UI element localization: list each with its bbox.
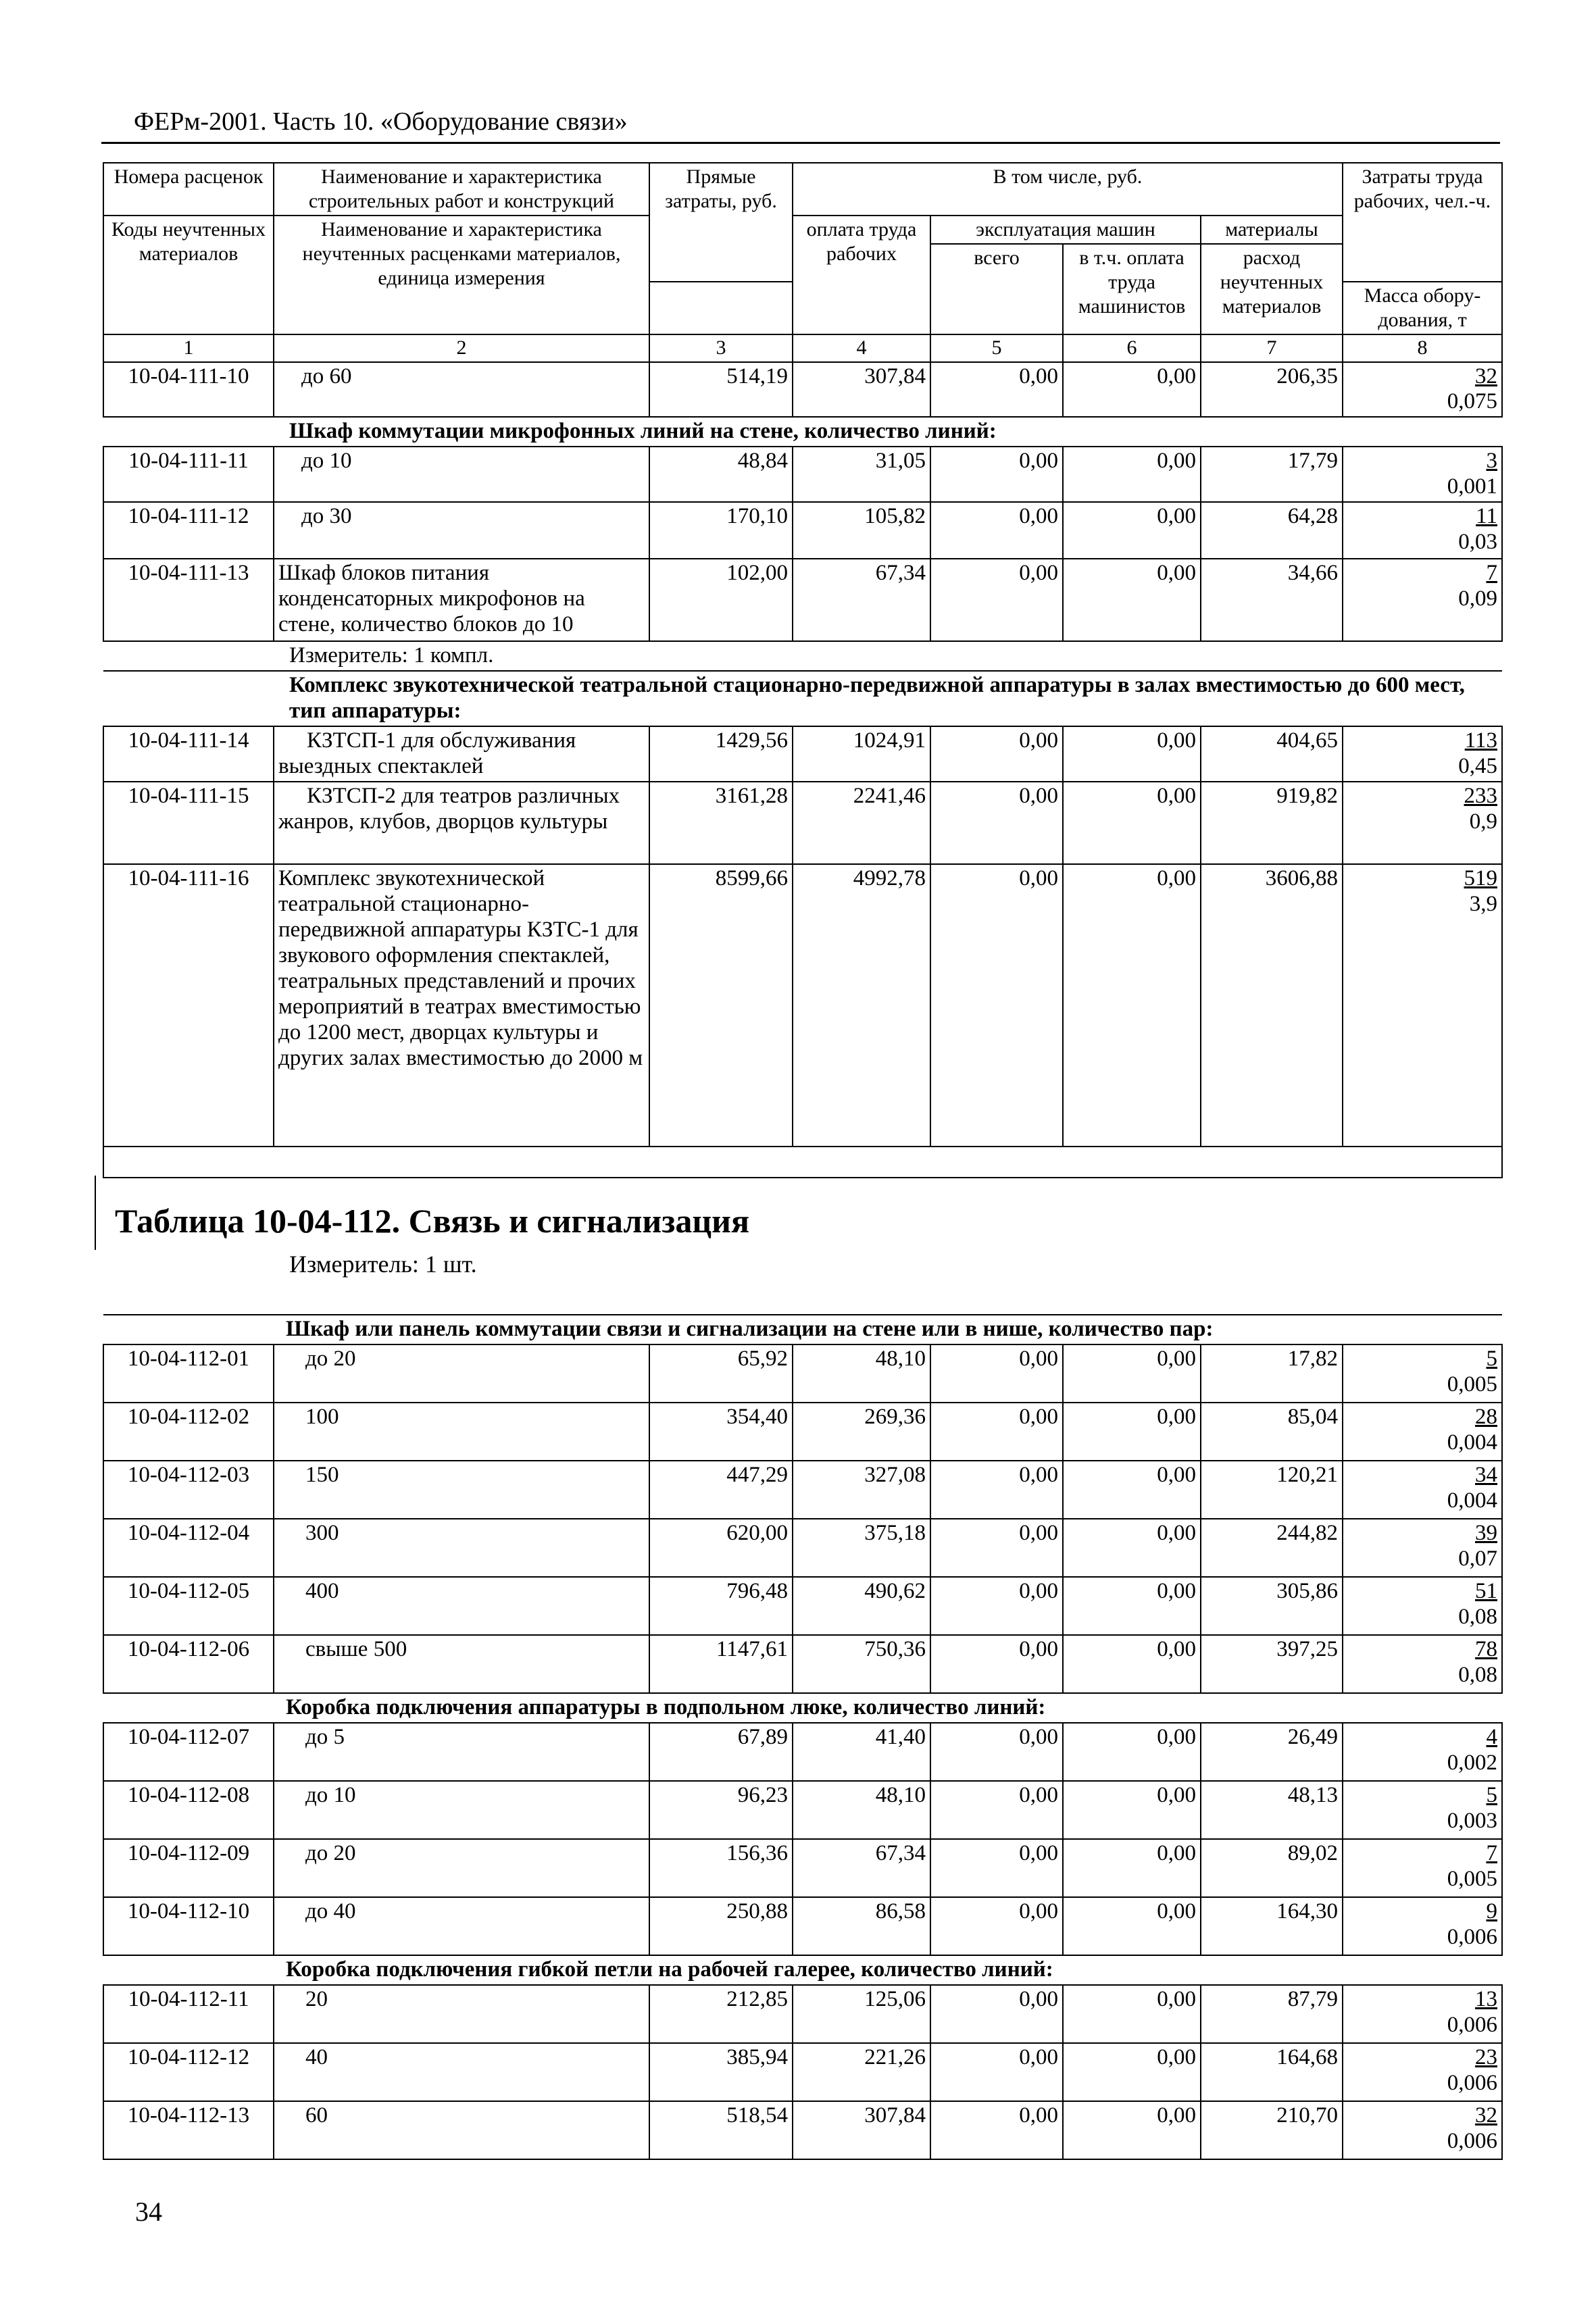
rate-code: 10-04-112-04 (103, 1519, 274, 1577)
equipment-mass: 0,9 (1469, 809, 1497, 834)
materials-cost: 305,86 (1201, 1577, 1343, 1635)
equipment-mass: 0,45 (1458, 754, 1497, 779)
direct-costs: 48,84 (649, 447, 793, 502)
labor-hours: 5 (1486, 1346, 1497, 1371)
rate-code: 10-04-111-14 (103, 726, 274, 782)
worker-pay: 105,82 (793, 502, 930, 559)
machinist-pay: 0,00 (1063, 362, 1201, 418)
col-header-rate-number: Номера расценок (103, 163, 274, 216)
labor-hours: 23 (1475, 2044, 1497, 2069)
section-title: Комплекс звукотехнической театральной стационарно-передвижной аппаратуры в залах вместимостью до 600 мест, тип аппаратуры: (103, 671, 1502, 726)
machinist-pay: 0,00 (1063, 502, 1201, 559)
col-header-material-codes: Коды неучтенных материалов (103, 216, 274, 334)
col-header-unaccounted-materials: расход неучтенных материалов (1201, 244, 1343, 334)
rates-table-10-04-112 (103, 1314, 1503, 2160)
col-header-including: В том числе, руб. (793, 163, 1343, 216)
direct-costs: 447,29 (649, 1461, 793, 1519)
materials-cost: 206,35 (1201, 362, 1343, 418)
table-row (103, 1519, 1502, 1577)
table-row (103, 1723, 1502, 1781)
materials-cost: 26,49 (1201, 1723, 1343, 1781)
equipment-mass: 0,006 (1447, 2012, 1497, 2037)
machines-total: 0,00 (930, 2043, 1063, 2101)
col-header-direct-costs-cont (649, 282, 793, 334)
direct-costs: 354,40 (649, 1403, 793, 1461)
table-row (103, 1577, 1502, 1635)
labor-hours: 32 (1475, 363, 1497, 388)
work-name: 150 (274, 1461, 649, 1519)
margin-line (95, 1176, 96, 1250)
rates-table-10-04-111 (103, 162, 1503, 1178)
labor-hours: 9 (1486, 1898, 1497, 1923)
materials-cost: 48,13 (1201, 1781, 1343, 1839)
worker-pay: 307,84 (793, 362, 930, 418)
direct-costs: 8599,66 (649, 864, 793, 1147)
page-header: ФЕРм-2001. Часть 10. «Оборудование связи» (134, 107, 628, 136)
materials-cost: 210,70 (1201, 2101, 1343, 2159)
labor-hours: 34 (1475, 1462, 1497, 1487)
labor-hours: 233 (1464, 784, 1497, 809)
rate-code: 10-04-112-09 (103, 1839, 274, 1897)
worker-pay: 48,10 (793, 1781, 930, 1839)
work-name: до 40 (274, 1897, 649, 1955)
direct-costs: 1147,61 (649, 1635, 793, 1693)
work-name: до 30 (274, 502, 649, 559)
rate-code: 10-04-111-16 (103, 864, 274, 1147)
table-gap (103, 1147, 1502, 1178)
materials-cost: 87,79 (1201, 1985, 1343, 2043)
worker-pay: 1024,91 (793, 726, 930, 782)
direct-costs: 212,85 (649, 1985, 793, 2043)
table-row (103, 447, 1502, 502)
equipment-mass: 0,006 (1447, 2128, 1497, 2153)
direct-costs: 102,00 (649, 559, 793, 641)
col-header-materials: материалы (1201, 216, 1343, 244)
equipment-mass: 0,07 (1458, 1546, 1497, 1571)
equipment-mass: 0,03 (1458, 530, 1497, 555)
measure-unit: Измеритель: 1 компл. (103, 641, 1502, 671)
worker-pay: 41,40 (793, 1723, 930, 1781)
section-header-row (103, 1315, 1502, 1344)
rate-code: 10-04-112-10 (103, 1897, 274, 1955)
col-header-direct-costs: Прямые затраты, руб. (649, 163, 793, 282)
worker-pay: 4992,78 (793, 864, 930, 1147)
worker-pay: 307,84 (793, 2101, 930, 2159)
labor-hours: 28 (1475, 1404, 1497, 1429)
machines-total: 0,00 (930, 1781, 1063, 1839)
materials-cost: 404,65 (1201, 726, 1343, 782)
work-name: 40 (274, 2043, 649, 2101)
work-name: Комплекс звукотехнической театральной стационарно-передвижной аппаратуры КЗТС-1 для звукового оформления спектаклей, театральных представлений и прочих мероприятий в театрах вместимостью до 1200 мест, дворцах культуры и других залах вместимостью до 2000 м (274, 864, 649, 1147)
machinist-pay: 0,00 (1063, 1635, 1201, 1693)
materials-cost: 85,04 (1201, 1403, 1343, 1461)
machinist-pay: 0,00 (1063, 1897, 1201, 1955)
labor-hours: 39 (1475, 1520, 1497, 1545)
work-name: до 20 (274, 1839, 649, 1897)
section-title: Шкаф или панель коммутации связи и сигнализации на стене или в нише, количество пар: (103, 1315, 1502, 1344)
machinist-pay: 0,00 (1063, 1461, 1201, 1519)
machines-total: 0,00 (930, 559, 1063, 641)
materials-cost: 3606,88 (1201, 864, 1343, 1147)
machines-total: 0,00 (930, 1839, 1063, 1897)
worker-pay: 490,62 (793, 1577, 930, 1635)
machines-total: 0,00 (930, 864, 1063, 1147)
work-name: до 10 (274, 447, 649, 502)
col-header-worker-pay: оплата труда рабочих (793, 216, 930, 334)
machines-total: 0,00 (930, 447, 1063, 502)
work-name: до 5 (274, 1723, 649, 1781)
table-row (103, 782, 1502, 864)
rate-code: 10-04-111-15 (103, 782, 274, 864)
equipment-mass: 3,9 (1469, 892, 1497, 917)
work-name: 20 (274, 1985, 649, 2043)
machinist-pay: 0,00 (1063, 447, 1201, 502)
work-name: КЗТСП-1 для обслуживания выездных спектаклей (274, 726, 649, 782)
machines-total: 0,00 (930, 1723, 1063, 1781)
col-header-machinist-pay: в т.ч. оплата труда машинистов (1063, 244, 1201, 334)
machinist-pay: 0,00 (1063, 1344, 1201, 1403)
labor-hours: 51 (1475, 1578, 1497, 1603)
materials-cost: 397,25 (1201, 1635, 1343, 1693)
col-header-work-name: Наименование и характеристика строительных работ и конструкций (274, 163, 649, 216)
machinist-pay: 0,00 (1063, 1839, 1201, 1897)
rate-code: 10-04-112-06 (103, 1635, 274, 1693)
materials-cost: 164,68 (1201, 2043, 1343, 2101)
machinist-pay: 0,00 (1063, 782, 1201, 864)
direct-costs: 3161,28 (649, 782, 793, 864)
page-number: 34 (135, 2196, 162, 2227)
worker-pay: 67,34 (793, 559, 930, 641)
section-header-row (103, 671, 1502, 726)
table-row (103, 1635, 1502, 1693)
col-header-machines: эксплуатация машин (930, 216, 1201, 244)
direct-costs: 156,36 (649, 1839, 793, 1897)
machines-total: 0,00 (930, 1635, 1063, 1693)
machinist-pay: 0,00 (1063, 1985, 1201, 2043)
worker-pay: 327,08 (793, 1461, 930, 1519)
equipment-mass: 0,001 (1447, 474, 1497, 499)
work-name: 400 (274, 1577, 649, 1635)
direct-costs: 1429,56 (649, 726, 793, 782)
materials-cost: 17,79 (1201, 447, 1343, 502)
equipment-mass: 0,08 (1458, 1662, 1497, 1687)
machinist-pay: 0,00 (1063, 1781, 1201, 1839)
direct-costs: 65,92 (649, 1344, 793, 1403)
direct-costs: 518,54 (649, 2101, 793, 2159)
materials-cost: 120,21 (1201, 1461, 1343, 1519)
machinist-pay: 0,00 (1063, 1577, 1201, 1635)
section-title: Коробка подключения аппаратуры в подпольном люке, количество линий: (103, 1693, 1502, 1723)
table-row (103, 559, 1502, 641)
table-row (103, 726, 1502, 782)
direct-costs: 96,23 (649, 1781, 793, 1839)
table-row (103, 2043, 1502, 2101)
machines-total: 0,00 (930, 362, 1063, 418)
labor-hours: 519 (1464, 866, 1497, 891)
direct-costs: 796,48 (649, 1577, 793, 1635)
worker-pay: 67,34 (793, 1839, 930, 1897)
machines-total: 0,00 (930, 1897, 1063, 1955)
worker-pay: 48,10 (793, 1344, 930, 1403)
rate-code: 10-04-112-08 (103, 1781, 274, 1839)
machines-total: 0,00 (930, 1519, 1063, 1577)
rate-code: 10-04-112-01 (103, 1344, 274, 1403)
machinist-pay: 0,00 (1063, 2043, 1201, 2101)
labor-hours: 32 (1475, 2103, 1497, 2128)
materials-cost: 919,82 (1201, 782, 1343, 864)
labor-hours: 78 (1475, 1636, 1497, 1661)
table-title: Таблица 10-04-112. Связь и сигнализация (115, 1202, 749, 1240)
equipment-mass: 0,004 (1447, 1488, 1497, 1513)
table-row (103, 2101, 1502, 2159)
worker-pay: 750,36 (793, 1635, 930, 1693)
table-row (103, 1344, 1502, 1403)
machines-total: 0,00 (930, 2101, 1063, 2159)
rate-code: 10-04-112-11 (103, 1985, 274, 2043)
section-header-row (103, 1955, 1502, 1985)
machinist-pay: 0,00 (1063, 559, 1201, 641)
machines-total: 0,00 (930, 1461, 1063, 1519)
work-name: свыше 500 (274, 1635, 649, 1693)
materials-cost: 64,28 (1201, 502, 1343, 559)
rate-code: 10-04-112-02 (103, 1403, 274, 1461)
work-name: КЗТСП-2 для театров различных жанров, клубов, дворцов культуры (274, 782, 649, 864)
work-name: до 20 (274, 1344, 649, 1403)
table-row (103, 1781, 1502, 1839)
table-row (103, 502, 1502, 559)
table-row (103, 1839, 1502, 1897)
col-header-labor-hours: Затраты труда рабочих, чел.-ч. (1343, 163, 1502, 282)
work-name: до 60 (274, 362, 649, 418)
worker-pay: 269,36 (793, 1403, 930, 1461)
measure-unit: Измеритель: 1 шт. (289, 1251, 477, 1278)
section-title: Коробка подключения гибкой петли на рабочей галерее, количество линий: (103, 1955, 1502, 1985)
rate-code: 10-04-112-03 (103, 1461, 274, 1519)
materials-cost: 164,30 (1201, 1897, 1343, 1955)
section-header-row (103, 1693, 1502, 1723)
machines-total: 0,00 (930, 1577, 1063, 1635)
machinist-pay: 0,00 (1063, 726, 1201, 782)
machines-total: 0,00 (930, 726, 1063, 782)
equipment-mass: 0,005 (1447, 1372, 1497, 1397)
work-name: 60 (274, 2101, 649, 2159)
equipment-mass: 0,005 (1447, 1866, 1497, 1891)
labor-hours: 7 (1486, 1840, 1497, 1865)
machines-total: 0,00 (930, 782, 1063, 864)
labor-hours: 113 (1464, 728, 1497, 753)
work-name: Шкаф блоков питания конденсаторных микрофонов на стене, количество блоков до 10 (274, 559, 649, 641)
machinist-pay: 0,00 (1063, 864, 1201, 1147)
labor-hours: 13 (1475, 1986, 1497, 2011)
direct-costs: 385,94 (649, 2043, 793, 2101)
machinist-pay: 0,00 (1063, 1723, 1201, 1781)
rate-code: 10-04-111-12 (103, 502, 274, 559)
table-row (103, 362, 1502, 418)
labor-hours: 7 (1486, 561, 1497, 586)
direct-costs: 250,88 (649, 1897, 793, 1955)
equipment-mass: 0,006 (1447, 2070, 1497, 2095)
equipment-mass: 0,002 (1447, 1750, 1497, 1775)
rate-code: 10-04-111-10 (103, 362, 274, 418)
equipment-mass: 0,075 (1447, 389, 1497, 414)
work-name: 100 (274, 1403, 649, 1461)
equipment-mass: 0,006 (1447, 1924, 1497, 1949)
work-name: до 10 (274, 1781, 649, 1839)
machines-total: 0,00 (930, 1344, 1063, 1403)
rate-code: 10-04-112-05 (103, 1577, 274, 1635)
labor-hours: 5 (1486, 1782, 1497, 1807)
machines-total: 0,00 (930, 502, 1063, 559)
worker-pay: 86,58 (793, 1897, 930, 1955)
worker-pay: 31,05 (793, 447, 930, 502)
section-title: Шкаф коммутации микрофонных линий на стене, количество линий: (103, 417, 1502, 447)
table-row (103, 864, 1502, 1147)
direct-costs: 170,10 (649, 502, 793, 559)
table-row (103, 1985, 1502, 2043)
materials-cost: 34,66 (1201, 559, 1343, 641)
col-header-equipment-mass: Масса обору-дования, т (1343, 282, 1502, 334)
rate-code: 10-04-112-12 (103, 2043, 274, 2101)
machines-total: 0,00 (930, 1985, 1063, 2043)
worker-pay: 221,26 (793, 2043, 930, 2101)
rate-code: 10-04-111-13 (103, 559, 274, 641)
labor-hours: 3 (1486, 449, 1497, 474)
direct-costs: 67,89 (649, 1723, 793, 1781)
rate-code: 10-04-111-11 (103, 447, 274, 502)
direct-costs: 620,00 (649, 1519, 793, 1577)
worker-pay: 375,18 (793, 1519, 930, 1577)
machines-total: 0,00 (930, 1403, 1063, 1461)
header-rule (101, 142, 1500, 144)
materials-cost: 89,02 (1201, 1839, 1343, 1897)
materials-cost: 244,82 (1201, 1519, 1343, 1577)
work-name: 300 (274, 1519, 649, 1577)
labor-hours: 4 (1486, 1724, 1497, 1749)
worker-pay: 2241,46 (793, 782, 930, 864)
machinist-pay: 0,00 (1063, 1403, 1201, 1461)
equipment-mass: 0,08 (1458, 1604, 1497, 1629)
machinist-pay: 0,00 (1063, 1519, 1201, 1577)
table-row (103, 1897, 1502, 1955)
col-header-material-names: Наименование и характеристика неучтенных расценками материалов, единица измерения (274, 216, 649, 334)
equipment-mass: 0,004 (1447, 1430, 1497, 1455)
direct-costs: 514,19 (649, 362, 793, 418)
table-row (103, 1461, 1502, 1519)
rate-code: 10-04-112-13 (103, 2101, 274, 2159)
materials-cost: 17,82 (1201, 1344, 1343, 1403)
labor-hours: 11 (1476, 504, 1497, 529)
measure-row (103, 641, 1502, 671)
table-row (103, 1403, 1502, 1461)
equipment-mass: 0,09 (1458, 586, 1497, 611)
col-header-machines-total: всего (930, 244, 1063, 334)
machinist-pay: 0,00 (1063, 2101, 1201, 2159)
equipment-mass: 0,003 (1447, 1808, 1497, 1833)
column-numbers-row: 1 2 3 4 5 6 7 8 (103, 334, 1502, 362)
rate-code: 10-04-112-07 (103, 1723, 274, 1781)
worker-pay: 125,06 (793, 1985, 930, 2043)
section-header-row (103, 417, 1502, 447)
